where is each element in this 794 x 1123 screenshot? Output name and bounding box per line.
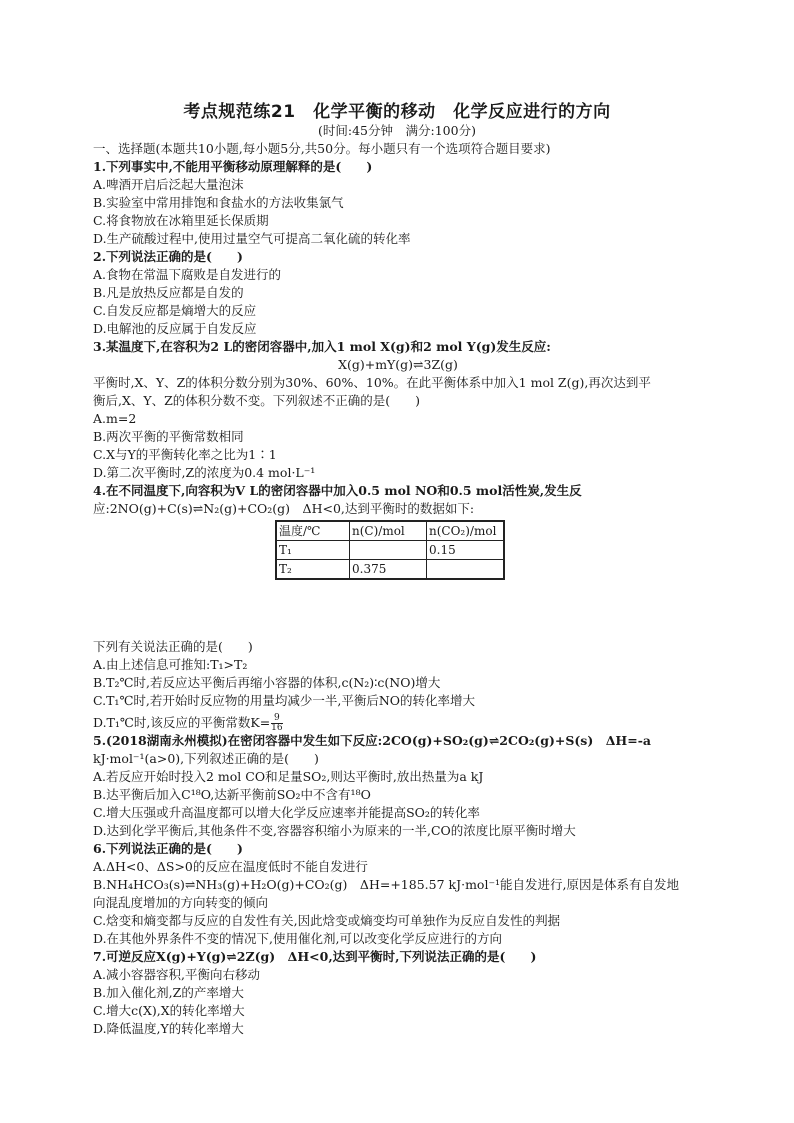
question-2: 2.下列说法正确的是( ) — [93, 249, 243, 264]
question-4-prompt: 下列有关说法正确的是( ) — [93, 639, 253, 654]
option-5c: C.增大压强或升高温度都可以增大化学反应速率并能提高SO₂的转化率 — [93, 805, 480, 820]
option-6c: C.焓变和熵变都与反应的自发性有关,因此焓变或熵变均可单独作为反应自发性的判据 — [93, 913, 561, 928]
option-2a: A.食物在常温下腐败是自发进行的 — [93, 267, 282, 282]
option-6b: B.NH₄HCO₃(s)⇌NH₃(g)+H₂O(g)+CO₂(g) ΔH=+185.57 kJ·mol⁻¹能自发进行,原因是体系有自发地 — [93, 877, 680, 892]
table-cell — [350, 541, 427, 560]
option-4b: B.T₂℃时,若反应达平衡后再缩小容器的体积,c(N₂)∶c(NO)增大 — [93, 675, 441, 690]
page-subtitle: (时间:45分钟 满分:100分) — [318, 123, 476, 138]
option-1b: B.实验室中常用排饱和食盐水的方法收集氯气 — [93, 195, 344, 210]
fraction-numerator: 9 — [274, 713, 280, 723]
option-3b: B.两次平衡的平衡常数相同 — [93, 429, 244, 444]
option-5b: B.达平衡后加入C¹⁸O,达新平衡前SO₂中不含有¹⁸O — [93, 787, 371, 802]
option-3a: A.m=2 — [93, 411, 137, 426]
option-4c: C.T₁℃时,若开始时反应物的用量均减少一半,平衡后NO的转化率增大 — [93, 693, 476, 708]
table-row — [276, 541, 504, 560]
question-3: 3.某温度下,在容积为2 L的密闭容器中,加入1 mol X(g)和2 mol Y(g)发生反应: — [93, 339, 551, 354]
option-7b: B.加入催化剂,Z的产率增大 — [93, 985, 244, 1000]
option-4a: A.由上述信息可推知:T₁>T₂ — [93, 657, 248, 672]
exercise-content — [93, 140, 703, 1038]
table-cell: 0.15 — [427, 541, 505, 560]
table-cell — [427, 560, 505, 580]
page-title: 考点规范练21 化学平衡的移动 化学反应进行的方向 — [183, 102, 611, 122]
table-header: 温度/℃ — [276, 521, 350, 541]
option-6b-cont: 向混乱度增加的方向转变的倾向 — [93, 895, 269, 910]
option-7d: D.降低温度,Y的转化率增大 — [93, 1021, 244, 1036]
table-cell: T₁ — [276, 541, 350, 560]
option-6d: D.在其他外界条件不变的情况下,使用催化剂,可以改变化学反应进行的方向 — [93, 931, 502, 946]
equilibrium-data-table — [275, 520, 505, 580]
fraction-denominator: 16 — [271, 723, 283, 733]
table-cell: 0.375 — [350, 560, 427, 580]
option-6a: A.ΔH<0、ΔS>0的反应在温度低时不能自发进行 — [93, 859, 368, 874]
section-heading: 一、选择题(本题共10小题,每小题5分,共50分。每小题只有一个选项符合题目要求) — [93, 141, 551, 156]
option-2b: B.凡是放热反应都是自发的 — [93, 285, 244, 300]
table-header-row — [276, 521, 504, 541]
question-6: 6.下列说法正确的是( ) — [93, 841, 243, 856]
table-cell: T₂ — [276, 560, 350, 580]
option-5a: A.若反应开始时投入2 mol CO和足量SO₂,则达平衡时,放出热量为a kJ — [93, 769, 484, 784]
question-3-equation: X(g)+mY(g)⇌3Z(g) — [338, 357, 458, 372]
question-3-text-2: 衡后,X、Y、Z的体积分数不变。下列叙述不正确的是( ) — [93, 393, 421, 408]
option-1c: C.将食物放在冰箱里延长保质期 — [93, 213, 269, 228]
table-header: n(CO₂)/mol — [427, 521, 505, 541]
question-1: 1.下列事实中,不能用平衡移动原理解释的是( ) — [93, 159, 373, 174]
option-1a: A.啤酒开启后泛起大量泡沫 — [93, 177, 244, 192]
option-7c: C.增大c(X),X的转化率增大 — [93, 1003, 245, 1018]
option-4d-text: D.T₁℃时,该反应的平衡常数K= — [93, 715, 271, 730]
question-4: 4.在不同温度下,向容积为V L的密闭容器中加入0.5 mol NO和0.5 mol活性炭,发生反 — [93, 483, 582, 498]
option-5d: D.达到化学平衡后,其他条件不变,容器容积缩小为原来的一半,CO的浓度比原平衡时增大 — [93, 823, 576, 838]
option-2c: C.自发反应都是熵增大的反应 — [93, 303, 257, 318]
fraction — [271, 714, 282, 733]
question-5-text: kJ·mol⁻¹(a>0),下列叙述正确的是( ) — [93, 751, 319, 766]
question-7: 7.可逆反应X(g)+Y(g)⇌2Z(g) ΔH<0,达到平衡时,下列说法正确的是( ) — [93, 949, 537, 964]
question-3-text-1: 平衡时,X、Y、Z的体积分数分别为30%、60%、10%。在此平衡体系中加入1 mol Z(g),再次达到平 — [93, 375, 651, 390]
question-4-text: 应:2NO(g)+C(s)⇌N₂(g)+CO₂(g) ΔH<0,达到平衡时的数据如下: — [93, 501, 475, 516]
table-header: n(C)/mol — [350, 521, 427, 541]
option-7a: A.减小容器容积,平衡向右移动 — [93, 967, 260, 982]
option-2d: D.电解池的反应属于自发反应 — [93, 321, 257, 336]
table-row — [276, 560, 504, 580]
question-5: 5.(2018湖南永州模拟)在密闭容器中发生如下反应:2CO(g)+SO₂(g)⇌2CO₂(g)+S(s) ΔH=-a — [93, 733, 652, 748]
option-1d: D.生产硫酸过程中,使用过量空气可提高二氧化硫的转化率 — [93, 231, 411, 246]
table-spacer — [93, 580, 703, 638]
option-3c: C.X与Y的平衡转化率之比为1∶1 — [93, 447, 277, 462]
option-3d: D.第二次平衡时,Z的浓度为0.4 mol·L⁻¹ — [93, 465, 316, 480]
option-4d — [93, 710, 703, 732]
